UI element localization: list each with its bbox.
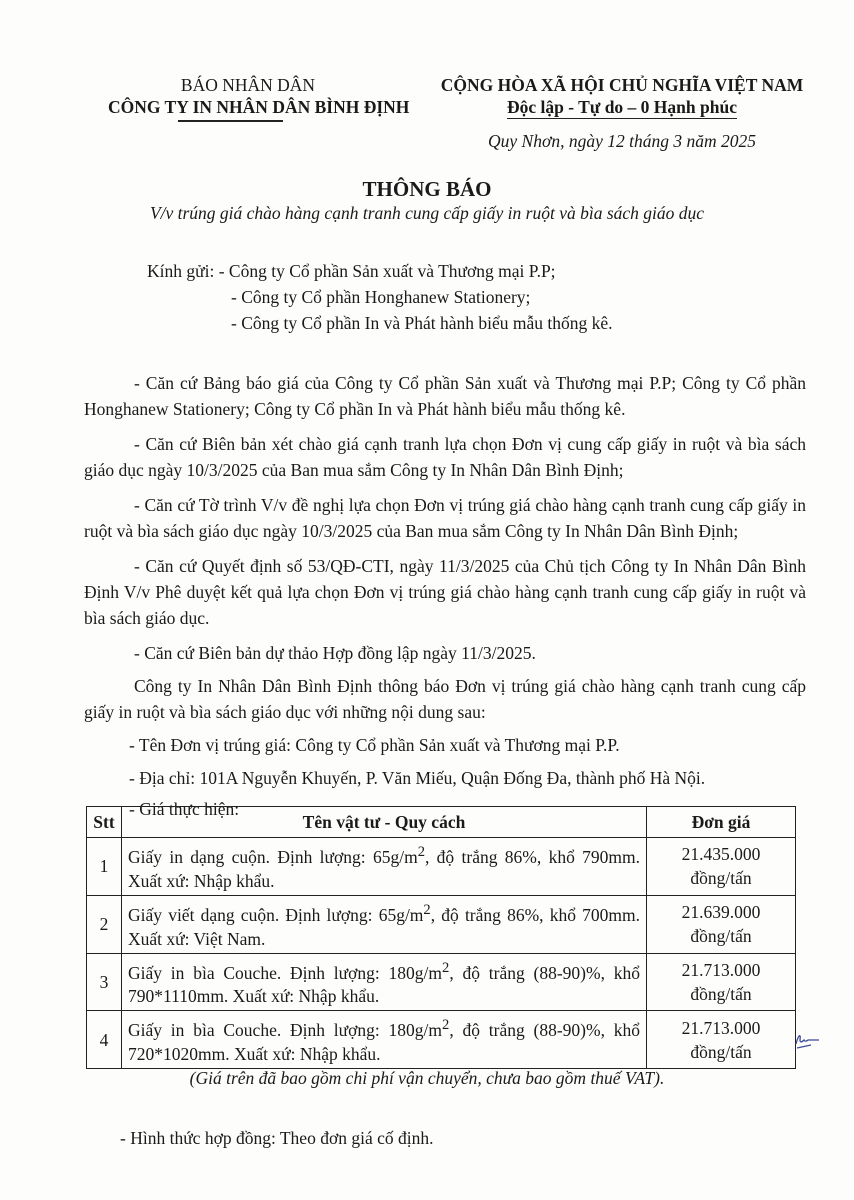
price-value: 21.435.000	[681, 844, 761, 865]
basis-paragraph: - Căn cứ Bảng báo giá của Công ty Cổ phần Sản xuất và Thương mại P.P; Công ty Cổ phần Honghanew Stationery; Công ty Cổ phần In và Phát hành biểu mẫu thống kê.	[84, 373, 806, 419]
price-unit: đồng/tấn	[690, 926, 752, 947]
parent-organization: BÁO NHÂN DÂN	[180, 75, 316, 95]
column-header-price: Đơn giá	[647, 807, 796, 838]
national-header	[432, 74, 812, 152]
unit-price	[647, 1011, 796, 1069]
price-value: 21.713.000	[681, 1017, 761, 1038]
national-motto: Độc lập - Tự do – 0 Hạnh phúc	[507, 97, 737, 117]
unit-price	[647, 953, 796, 1011]
winner-address: - Địa chỉ: 101A Nguyễn Khuyến, P. Văn Miếu, Quận Đống Đa, thành phố Hà Nội.	[129, 768, 706, 788]
document-title: THÔNG BÁO	[362, 177, 492, 201]
basis-paragraph: - Căn cứ Quyết định số 53/QĐ-CTI, ngày 11/3/2025 của Chủ tịch Công ty In Nhân Dân Bình Định V/v Phê duyệt kết quả lựa chọn Đơn vị trúng giá chào hàng cạnh tranh cung cấp giấy in ruột và bìa sách giáo dục.	[84, 556, 806, 628]
row-number: 2	[87, 895, 122, 953]
item-description	[122, 838, 647, 896]
price-unit: đồng/tấn	[690, 1041, 752, 1062]
price-unit: đồng/tấn	[690, 868, 752, 889]
price-table	[86, 806, 796, 1069]
row-number: 3	[87, 953, 122, 1011]
desc-superscript: 2	[417, 844, 425, 860]
header-underline	[178, 120, 283, 122]
item-description	[122, 953, 647, 1011]
announcement-paragraph: Công ty In Nhân Dân Bình Định thông báo Đơn vị trúng giá chào hàng cạnh tranh cung cấp giấy in ruột và bìa sách giáo dục với những nội dung sau:	[84, 676, 806, 722]
basis-paragraph: - Căn cứ Tờ trình V/v đề nghị lựa chọn Đơn vị trúng giá chào hàng cạnh tranh cung cấp giấy in ruột và bìa sách giáo dục ngày 10/3/2025 của Ban mua sắm Công ty In Nhân Dân Bình Định;	[84, 495, 806, 541]
winner-name: - Tên Đơn vị trúng giá: Công ty Cổ phần Sản xuất và Thương mại P.P.	[129, 735, 620, 755]
contract-form: - Hình thức hợp đồng: Theo đơn giá cố định.	[120, 1128, 434, 1148]
desc-text: , độ trắng (88-90)%, khổ 720*1020mm. Xuất xứ: Nhập khẩu.	[128, 1020, 640, 1065]
unit-price	[647, 838, 796, 896]
recipients-block	[147, 258, 613, 336]
column-header-stt: Stt	[87, 807, 122, 838]
column-header-item: Tên vật tư - Quy cách	[122, 807, 647, 838]
desc-superscript: 2	[442, 959, 450, 976]
unit-price	[647, 895, 796, 953]
nation-name: CỘNG HÒA XÃ HỘI CHỦ NGHĨA VIỆT NAM	[440, 75, 804, 95]
recipients-label: Kính gửi:	[147, 261, 215, 281]
desc-text: , độ trắng 86%, khổ 790mm. Xuất xứ: Nhập khẩu.	[128, 846, 640, 891]
recipient-item: - Công ty Cổ phần Sản xuất và Thương mại P.P;	[218, 261, 556, 281]
desc-text: Giấy in bìa Couche. Định lượng: 180g/m	[128, 1020, 443, 1041]
item-description	[122, 895, 647, 953]
table-row	[87, 838, 796, 896]
handwritten-initials-icon	[793, 1030, 821, 1050]
document-body	[84, 370, 806, 820]
document-subject: V/v trúng giá chào hàng cạnh tranh cung cấp giấy in ruột và bìa sách giáo dục	[149, 203, 705, 223]
table-row	[87, 1011, 796, 1069]
table-header-row	[87, 807, 796, 838]
place-date: Quy Nhơn, ngày 12 tháng 3 năm 2025	[488, 131, 756, 151]
desc-text: Giấy in bìa Couche. Định lượng: 180g/m	[128, 962, 443, 983]
desc-superscript: 2	[442, 1017, 450, 1034]
item-description	[122, 1011, 647, 1069]
desc-text: Giấy viết dạng cuộn. Định lượng: 65g/m	[128, 904, 424, 925]
price-label: - Giá thực hiện:	[129, 799, 240, 819]
issuer-header	[108, 74, 410, 122]
basis-paragraph: - Căn cứ Biên bản dự thảo Hợp đồng lập ngày 11/3/2025.	[134, 643, 536, 663]
basis-paragraph: - Căn cứ Biên bản xét chào giá cạnh tranh lựa chọn Đơn vị cung cấp giấy in ruột và bìa sách giáo dục ngày 10/3/2025 của Ban mua sắm Công ty In Nhân Dân Bình Định;	[84, 434, 806, 480]
desc-superscript: 2	[423, 901, 431, 918]
price-note: (Giá trên đã bao gồm chi phí vận chuyển, chưa bao gồm thuế VAT).	[189, 1068, 665, 1088]
desc-text: , độ trắng 86%, khổ 700mm. Xuất xứ: Việt Nam.	[128, 904, 640, 949]
table-row	[87, 895, 796, 953]
recipient-item: - Công ty Cổ phần In và Phát hành biểu mẫu thống kê.	[231, 313, 613, 333]
recipient-item: - Công ty Cổ phần Honghanew Stationery;	[231, 287, 531, 307]
row-number: 1	[87, 838, 122, 896]
issuer-organization: CÔNG TY IN NHÂN DÂN BÌNH ĐỊNH	[108, 97, 410, 117]
price-value: 21.713.000	[681, 960, 761, 981]
desc-text: , độ trắng (88-90)%, khổ 790*1110mm. Xuất xứ: Nhập khẩu.	[128, 962, 640, 1007]
desc-text: Giấy in dạng cuộn. Định lượng: 65g/m	[128, 846, 418, 867]
row-number: 4	[87, 1011, 122, 1069]
table-row	[87, 953, 796, 1011]
price-unit: đồng/tấn	[690, 984, 752, 1005]
price-value: 21.639.000	[681, 902, 761, 923]
